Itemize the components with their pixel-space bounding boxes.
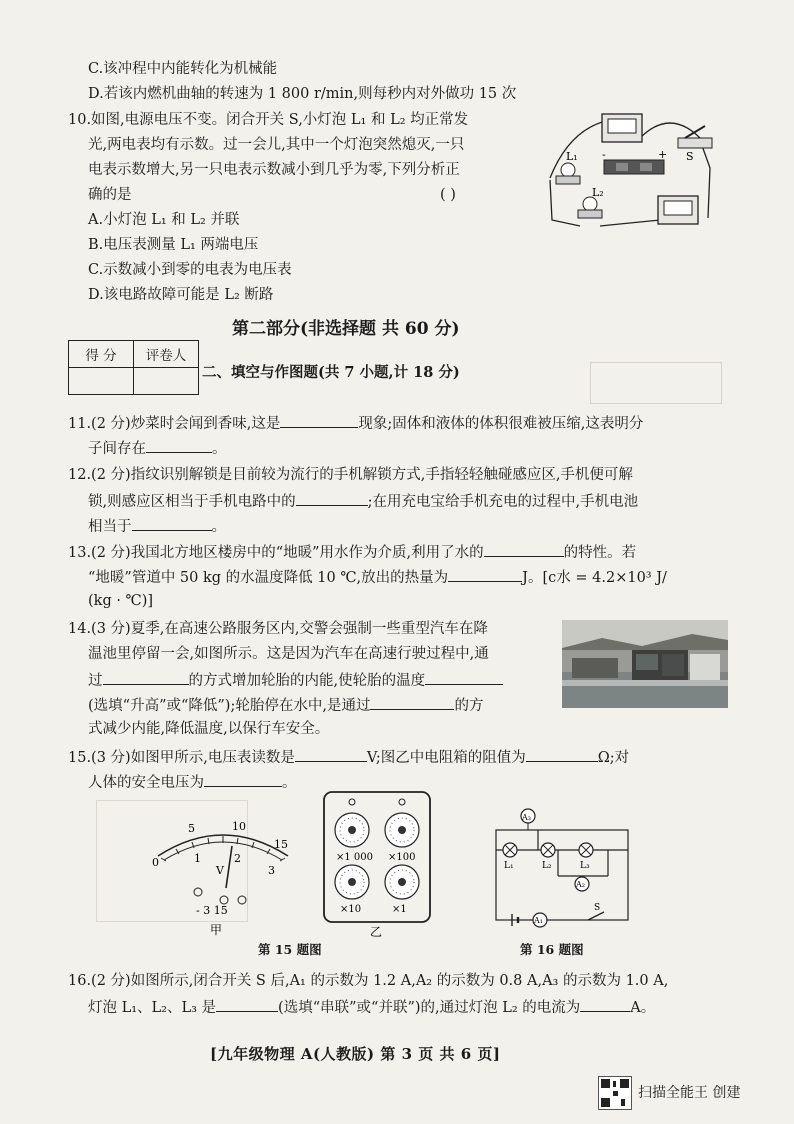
q14-line1: 14.(3 分)夏季,在高速公路服务区内,交警会强制一些重型汽车在降 bbox=[68, 621, 488, 637]
q14-text-a: 过 bbox=[88, 673, 103, 689]
q15-terminals: - 3 15 bbox=[196, 904, 228, 917]
q15-dial-x10: ×10 bbox=[340, 904, 362, 915]
q12-text-c: 相当于 bbox=[88, 519, 132, 535]
q12-line3 bbox=[88, 515, 226, 537]
q12-blank-2[interactable] bbox=[132, 515, 212, 531]
q15-resistance-box bbox=[322, 790, 434, 938]
q12-blank-1[interactable] bbox=[296, 490, 368, 506]
part2-title: 第二部分(非选择题 共 60 分) bbox=[232, 319, 460, 339]
grader-cell[interactable] bbox=[134, 368, 199, 395]
q10-label-s: S bbox=[686, 150, 694, 163]
q14-cooling-pool-photo bbox=[562, 620, 728, 708]
q10-label-l2: L₂ bbox=[592, 186, 604, 199]
q10-stem-line2: 光,两电表均有示数。过一会儿,其中一个灯泡突然熄灭,一只 bbox=[88, 137, 465, 153]
q16-text-c: A。 bbox=[630, 1000, 656, 1016]
q15-meter-unit: V bbox=[216, 864, 224, 877]
q11-text-d: 。 bbox=[212, 441, 227, 457]
q13-blank-1[interactable] bbox=[484, 541, 564, 557]
q16-label-a1: A₁ bbox=[534, 916, 543, 925]
q10-option-b: B.电压表测量 L₁ 两端电压 bbox=[88, 237, 259, 253]
q15-dial-x1000: ×1 000 bbox=[336, 852, 374, 863]
q15-scale-bottom-3: 3 bbox=[268, 864, 275, 877]
q10-circuit-figure bbox=[540, 108, 720, 238]
q11-blank-2[interactable] bbox=[146, 437, 212, 453]
q10-label-plus: + bbox=[658, 148, 668, 161]
q16-label-l2: L₂ bbox=[542, 861, 552, 871]
q15-text-c: Ω;对 bbox=[597, 750, 630, 766]
q10-option-c: C.示数减小到零的电表为电压表 bbox=[88, 262, 292, 278]
q13-text-c: “地暖”管道中 50 kg 的水温度降低 10 ℃,放出的热量为 bbox=[88, 570, 449, 586]
q15-scale-bottom-0: 0 bbox=[152, 856, 159, 869]
q15-scale-top-15: 15 bbox=[274, 838, 288, 851]
q16-blank-1[interactable] bbox=[216, 996, 278, 1012]
q11-line2 bbox=[88, 437, 227, 459]
q12-line2 bbox=[88, 490, 638, 512]
q16-line1: 16.(2 分)如图所示,闭合开关 S 后,A₁ 的示数为 1.2 A,A₂ 的示数为 0.8 A,A₃ 的示数为 1.0 A, bbox=[68, 973, 669, 989]
q15-text-e: 。 bbox=[282, 775, 297, 791]
bleed-through-mark bbox=[590, 362, 722, 404]
q14-blank-1[interactable] bbox=[103, 669, 189, 685]
q12-line1: 12.(2 分)指纹识别解锁是目前较为流行的手机解锁方式,手指轻轻触碰感应区,手机便可解 bbox=[68, 467, 633, 483]
q15-voltmeter-dial bbox=[148, 816, 298, 936]
q15-dial-x1: ×1 bbox=[392, 904, 407, 915]
page-footer: [九年级物理 A(人教版) 第 3 页 共 6 页] bbox=[210, 1045, 501, 1063]
q15-caption: 第 15 题图 bbox=[258, 942, 322, 957]
q9-option-d: D.若该内燃机曲轴的转速为 1 800 r/min,则每秒内对外做功 15 次 bbox=[88, 86, 517, 102]
q13-text-b: 的特性。若 bbox=[563, 545, 637, 561]
q15-text-b: V;图乙中电阻箱的阻值为 bbox=[366, 750, 526, 766]
q13-line3: (kg · ℃)] bbox=[88, 593, 154, 609]
q10-answer-paren: ( ) bbox=[440, 187, 456, 203]
q10-stem-line4: 确的是 bbox=[88, 187, 132, 203]
q11-line1 bbox=[68, 412, 643, 434]
q13-text-a: 13.(2 分)我国北方地区楼房中的“地暖”用水作为介质,利用了水的 bbox=[68, 545, 484, 561]
q15-scale-top-10: 10 bbox=[232, 820, 246, 833]
q16-caption: 第 16 题图 bbox=[520, 942, 584, 957]
q14-line3 bbox=[88, 669, 503, 691]
q16-text-a: 灯泡 L₁、L₂、L₃ 是 bbox=[88, 1000, 217, 1016]
q11-text-b: 现象;固体和液体的体积很难被压缩,这表明分 bbox=[358, 416, 644, 432]
q15-dial-x100: ×100 bbox=[388, 852, 416, 863]
q15-scale-bottom-1: 1 bbox=[194, 852, 201, 865]
q13-line1 bbox=[68, 541, 636, 563]
q12-text-a: 锁,则感应区相当于手机电路中的 bbox=[88, 494, 296, 510]
q15-line1 bbox=[68, 746, 629, 768]
q15-label-yi: 乙 bbox=[370, 925, 383, 938]
q14-line5: 式减少内能,降低温度,以保行车安全。 bbox=[88, 721, 330, 737]
voltmeter-needle bbox=[226, 846, 232, 888]
q16-circuit-diagram bbox=[488, 808, 636, 928]
q15-text-a: 15.(3 分)如图甲所示,电压表读数是 bbox=[68, 750, 295, 766]
q14-text-c: (选填“升高”或“降低”);轮胎停在水中,是通过 bbox=[88, 698, 371, 714]
q10-option-d: D.该电路故障可能是 L₂ 断路 bbox=[88, 287, 274, 303]
q16-label-s: S bbox=[594, 903, 601, 913]
scanner-watermark: 扫描全能王 创建 bbox=[638, 1085, 741, 1101]
q10-option-a: A.小灯泡 L₁ 和 L₂ 并联 bbox=[88, 212, 240, 228]
q9-option-c: C.该冲程中内能转化为机械能 bbox=[88, 61, 278, 77]
section-title: 二、填空与作图题(共 7 小题,计 18 分) bbox=[202, 364, 460, 381]
q15-line2 bbox=[88, 771, 297, 793]
q15-scale-bottom-2: 2 bbox=[234, 852, 241, 865]
q14-text-d: 的方 bbox=[454, 698, 484, 714]
score-table-header-grader: 评卷人 bbox=[134, 341, 199, 368]
q13-text-d: J。[c水 = 4.2×10³ J/ bbox=[522, 570, 667, 586]
qr-code-icon bbox=[598, 1076, 632, 1110]
score-table-header-score: 得 分 bbox=[69, 341, 134, 368]
q15-blank-2[interactable] bbox=[526, 746, 598, 762]
q13-blank-2[interactable] bbox=[448, 566, 522, 582]
q16-text-b: (选填“串联”或“并联”)的,通过灯泡 L₂ 的电流为 bbox=[278, 1000, 581, 1016]
q16-label-l1: L₁ bbox=[504, 861, 514, 871]
q14-line4 bbox=[88, 694, 483, 716]
q15-blank-1[interactable] bbox=[295, 746, 367, 762]
q10-label-l1: L₁ bbox=[566, 150, 578, 163]
q13-line2 bbox=[88, 566, 667, 588]
q15-blank-3[interactable] bbox=[204, 771, 282, 787]
q10-label-minus: - bbox=[602, 148, 606, 161]
score-table bbox=[68, 340, 199, 395]
q10-stem-line3: 电表示数增大,另一只电表示数减小到几乎为零,下列分析正 bbox=[88, 162, 460, 178]
q16-line2 bbox=[88, 996, 655, 1018]
q15-scale-top-5: 5 bbox=[188, 822, 195, 835]
q14-blank-2[interactable] bbox=[425, 669, 503, 685]
score-cell[interactable] bbox=[69, 368, 134, 395]
q12-text-b: ;在用充电宝给手机充电的过程中,手机电池 bbox=[367, 494, 639, 510]
q10-stem-line1: 10.如图,电源电压不变。闭合开关 S,小灯泡 L₁ 和 L₂ 均正常发 bbox=[68, 112, 469, 128]
q11-text-c: 子间存在 bbox=[88, 441, 146, 457]
q12-text-d: 。 bbox=[211, 519, 226, 535]
q11-blank-1[interactable] bbox=[280, 412, 358, 428]
q16-label-a3: A₃ bbox=[522, 813, 531, 822]
q16-blank-2[interactable] bbox=[580, 996, 630, 1012]
q16-label-l3: L₃ bbox=[580, 861, 590, 871]
q15-text-d: 人体的安全电压为 bbox=[88, 775, 204, 791]
q14-text-b: 的方式增加轮胎的内能,使轮胎的温度 bbox=[188, 673, 426, 689]
q14-blank-3[interactable] bbox=[370, 694, 454, 710]
q16-label-a2: A₂ bbox=[576, 880, 585, 889]
q14-line2: 温池里停留一会,如图所示。这是因为汽车在高速行驶过程中,通 bbox=[88, 646, 489, 662]
q15-label-jia: 甲 bbox=[210, 923, 223, 936]
q11-text-a: 11.(2 分)炒菜时会闻到香味,这是 bbox=[68, 416, 281, 432]
